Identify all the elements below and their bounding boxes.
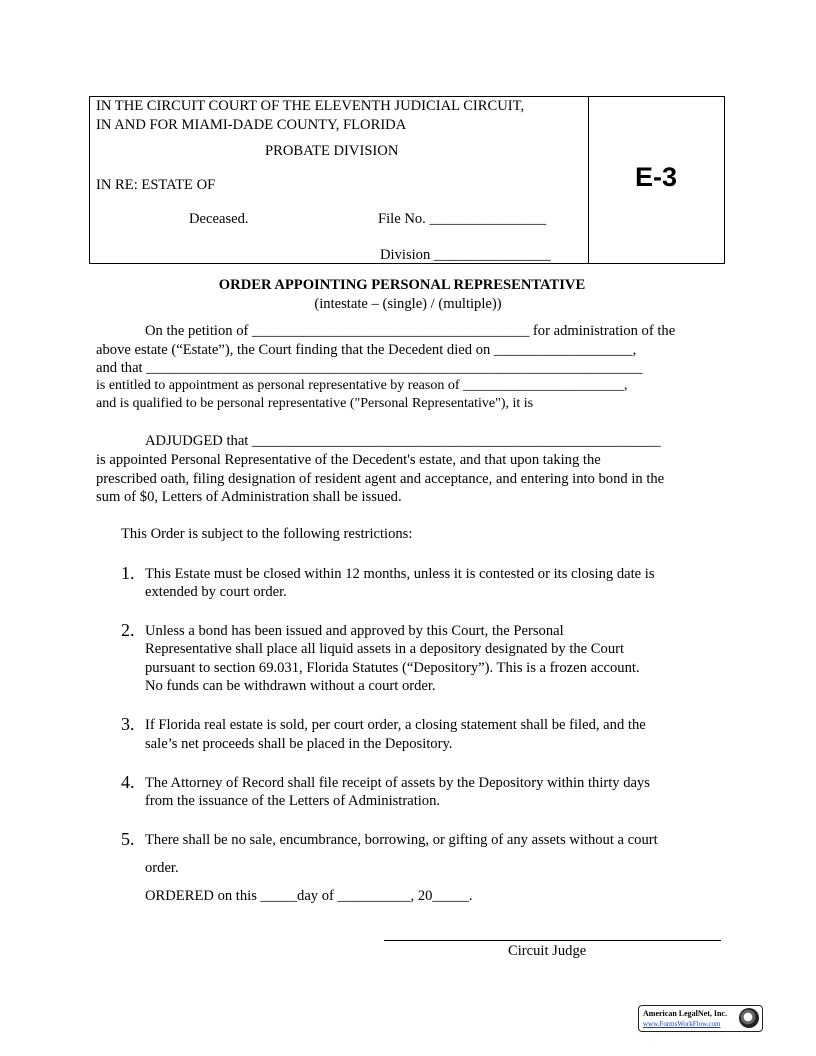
- american-legalnet-logo[interactable]: [638, 1005, 763, 1032]
- ordered-date-line: ORDERED on this _____day of __________, 20_____.: [145, 888, 473, 904]
- restriction-line: Unless a bond has been issued and approved by this Court, the Personal: [145, 623, 564, 639]
- restriction-number: 5.: [121, 829, 135, 849]
- restriction-line: sale’s net proceeds shall be placed in the Depository.: [145, 736, 453, 752]
- petition-line-2: above estate (“Estate”), the Court finding that the Decedent died on ___________________,: [96, 342, 637, 358]
- circuit-judge-label: Circuit Judge: [508, 943, 587, 959]
- restriction-line: This Estate must be closed within 12 months, unless it is contested or its closing date is: [145, 566, 655, 582]
- petition-line-5: and is qualified to be personal representative ("Personal Representative"), it is: [96, 396, 534, 411]
- in-re-estate: IN RE: ESTATE OF: [96, 177, 216, 193]
- order-subtitle: (intestate – (single) / (multiple)): [314, 296, 502, 312]
- logo-url-link[interactable]: www.FormsWorkFlow.com: [643, 1020, 721, 1028]
- restriction-line: There shall be no sale, encumbrance, borrowing, or gifting of any assets without a court: [145, 832, 658, 848]
- restriction-line: order.: [145, 860, 179, 876]
- restriction-number: 1.: [121, 563, 135, 583]
- restriction-line: extended by court order.: [145, 584, 287, 600]
- division-field: Division ________________: [380, 247, 551, 263]
- globe-seal-icon: [739, 1008, 759, 1028]
- restriction-line: No funds can be withdrawn without a court order.: [145, 678, 436, 694]
- adjudged-line-4: sum of $0, Letters of Administration shall be issued.: [96, 489, 402, 505]
- deceased-label: Deceased.: [189, 211, 249, 227]
- file-number-field: File No. ________________: [378, 211, 547, 227]
- court-name-line1: IN THE CIRCUIT COURT OF THE ELEVENTH JUDICIAL CIRCUIT,: [96, 98, 525, 114]
- probate-division-heading: PROBATE DIVISION: [265, 143, 399, 159]
- court-name-line2: IN AND FOR MIAMI-DADE COUNTY, FLORIDA: [96, 117, 407, 133]
- petition-line-4: is entitled to appointment as personal representative by reason of _______________________,: [96, 378, 628, 393]
- restriction-number: 4.: [121, 772, 135, 792]
- logo-company-name: American LegalNet, Inc.: [643, 1009, 727, 1018]
- adjudged-line-1: ADJUDGED that ________________________________________________________: [145, 433, 661, 449]
- form-code: E-3: [635, 162, 678, 192]
- caption-divider: [588, 97, 589, 263]
- restriction-number: 3.: [121, 714, 135, 734]
- petition-line-3: and that ____________________________________________________________________: [96, 360, 643, 376]
- restriction-line: pursuant to section 69.031, Florida Statutes (“Depository”). This is a frozen account.: [145, 660, 640, 676]
- judge-signature-line: [384, 940, 721, 941]
- adjudged-line-3: prescribed oath, filing designation of resident agent and acceptance, and entering into bond in the: [96, 471, 665, 487]
- restriction-line: The Attorney of Record shall file receipt of assets by the Depository within thirty days: [145, 775, 650, 791]
- adjudged-line-2: is appointed Personal Representative of the Decedent's estate, and that upon taking the: [96, 452, 601, 468]
- restriction-line: from the issuance of the Letters of Administration.: [145, 793, 441, 809]
- order-title: ORDER APPOINTING PERSONAL REPRESENTATIVE: [218, 277, 586, 293]
- restriction-number: 2.: [121, 620, 135, 640]
- restrictions-intro: This Order is subject to the following restrictions:: [121, 526, 413, 542]
- petition-line-1: On the petition of ______________________________________ for administration of the: [145, 323, 676, 339]
- restriction-line: If Florida real estate is sold, per court order, a closing statement shall be filed, and the: [145, 717, 646, 733]
- restriction-line: Representative shall place all liquid assets in a depository designated by the Court: [145, 641, 625, 657]
